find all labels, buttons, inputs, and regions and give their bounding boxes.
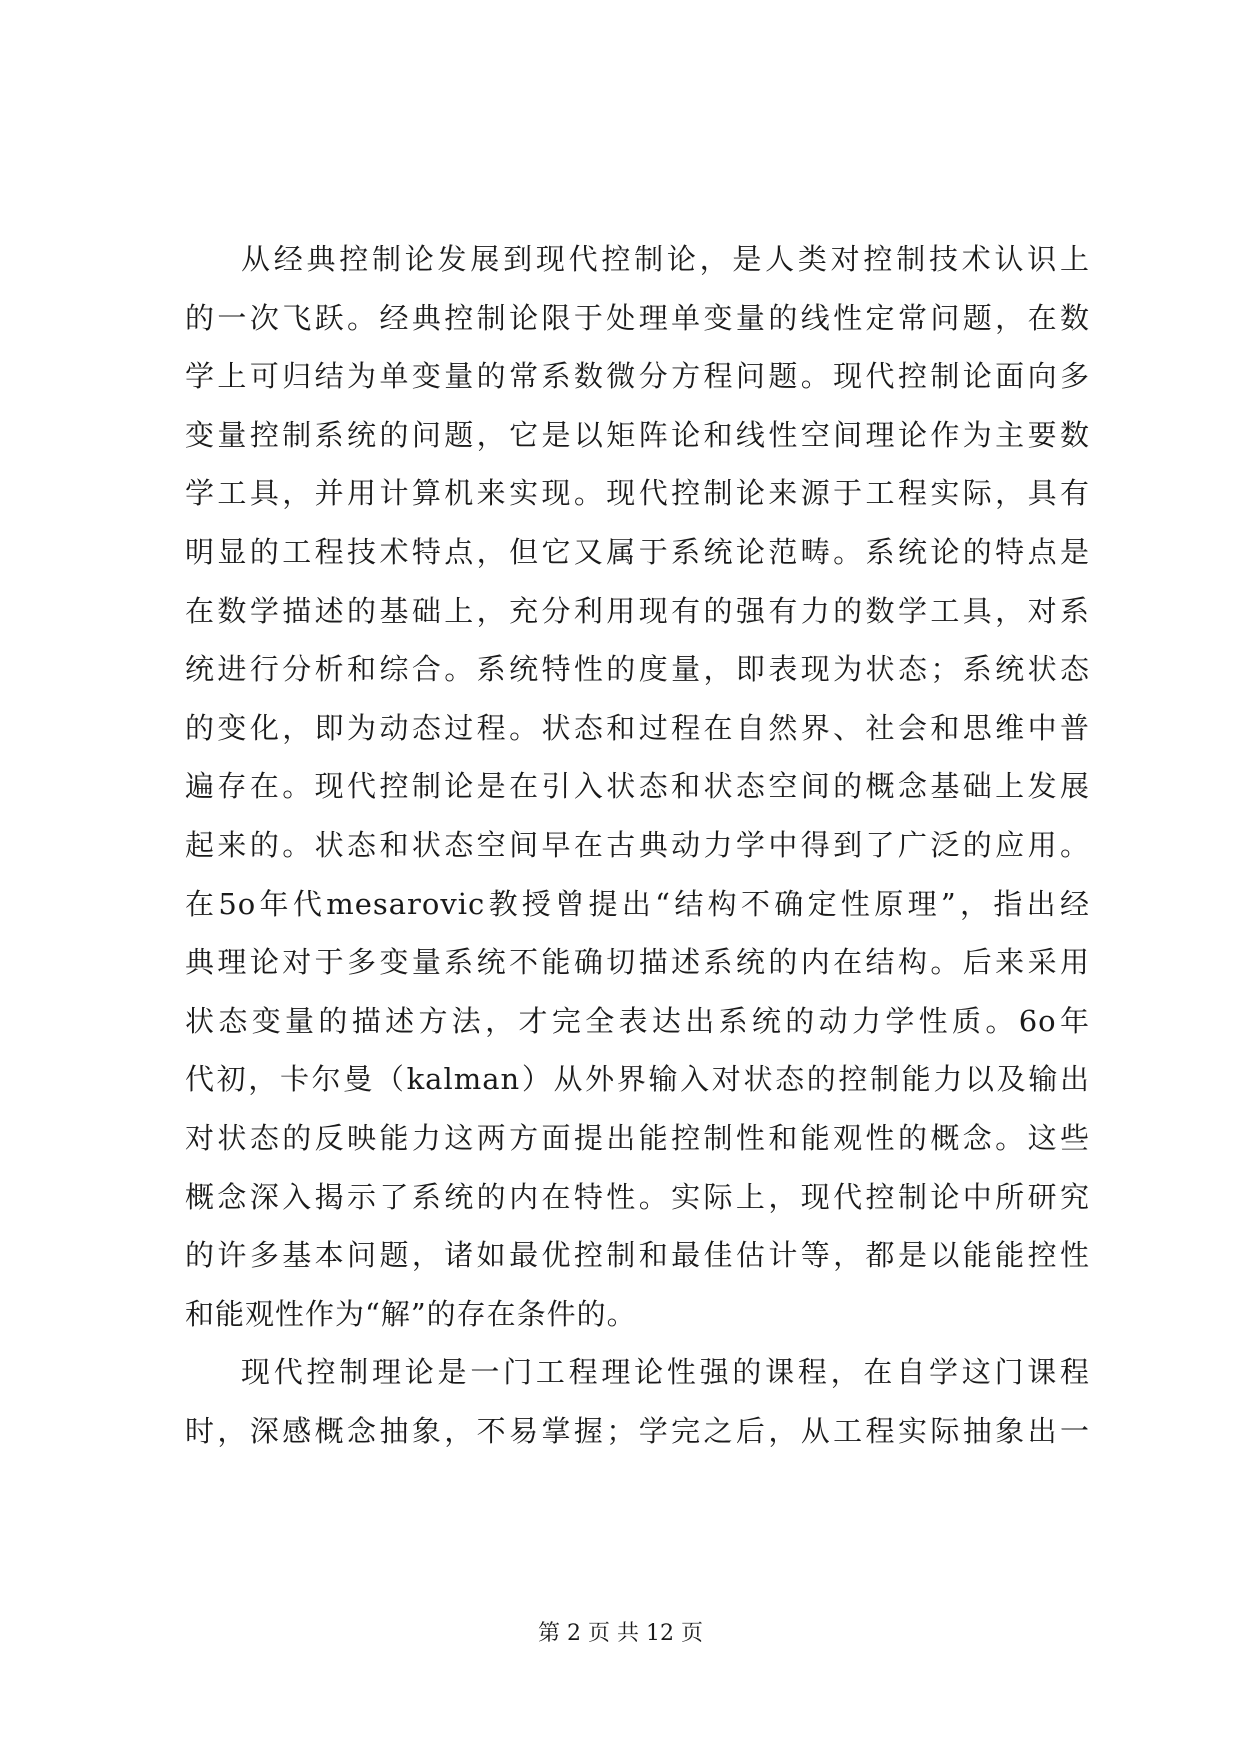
text-line: 时，深感概念抽象，不易掌握；学完之后，从工程实际抽象出一: [185, 1413, 1090, 1448]
text-line: 变量控制系统的问题，它是以矩阵论和线性空间理论作为主要数: [185, 417, 1090, 452]
text-line: 遍存在。现代控制论是在引入状态和状态空间的概念基础上发展: [185, 769, 1090, 804]
text-line: 典理论对于多变量系统不能确切描述系统的内在结构。后来采用: [185, 945, 1090, 980]
paragraph-2: [185, 1343, 1090, 1460]
text-line: 概念深入揭示了系统的内在特性。实际上，现代控制论中所研究: [185, 1179, 1090, 1214]
text-line: 和能观性作为“解”的存在条件的。: [185, 1296, 637, 1331]
text-line: 现代控制理论是一门工程理论性强的课程，在自学这门课程: [241, 1355, 1090, 1390]
text-line: 代初，卡尔曼（kalman）从外界输入对状态的控制能力以及输出: [185, 1062, 1090, 1097]
text-line: 学上可归结为单变量的常系数微分方程问题。现代控制论面向多: [185, 359, 1090, 394]
text-line: 在5o年代mesarovic教授曾提出“结构不确定性原理”，指出经: [185, 886, 1090, 921]
text-line: 的变化，即为动态过程。状态和过程在自然界、社会和思维中普: [185, 710, 1090, 745]
text-line: 学工具，并用计算机来实现。现代控制论来源于工程实际，具有: [185, 476, 1090, 511]
text-line: 在数学描述的基础上，充分利用现有的强有力的数学工具，对系: [185, 593, 1090, 628]
paragraph-1: [185, 230, 1090, 1343]
text-line: 的一次飞跃。经典控制论限于处理单变量的线性定常问题，在数: [185, 300, 1090, 335]
text-line: 的许多基本问题，诸如最优控制和最佳估计等，都是以能能控性: [185, 1238, 1090, 1273]
text-line: 统进行分析和综合。系统特性的度量，即表现为状态；系统状态: [185, 652, 1090, 687]
body-text: [185, 230, 1090, 1460]
text-line: 状态变量的描述方法，才完全表达出系统的动力学性质。6o年: [185, 1003, 1090, 1038]
text-line: 对状态的反映能力这两方面提出能控制性和能观性的概念。这些: [185, 1120, 1090, 1155]
page-number-footer: 第 2 页 共 12 页: [538, 1621, 703, 1646]
text-line: 从经典控制论发展到现代控制论，是人类对控制技术认识上: [241, 242, 1090, 276]
text-line: 明显的工程技术特点，但它又属于系统论范畴。系统论的特点是: [185, 534, 1090, 569]
text-line: 起来的。状态和状态空间早在古典动力学中得到了广泛的应用。: [185, 827, 1090, 862]
